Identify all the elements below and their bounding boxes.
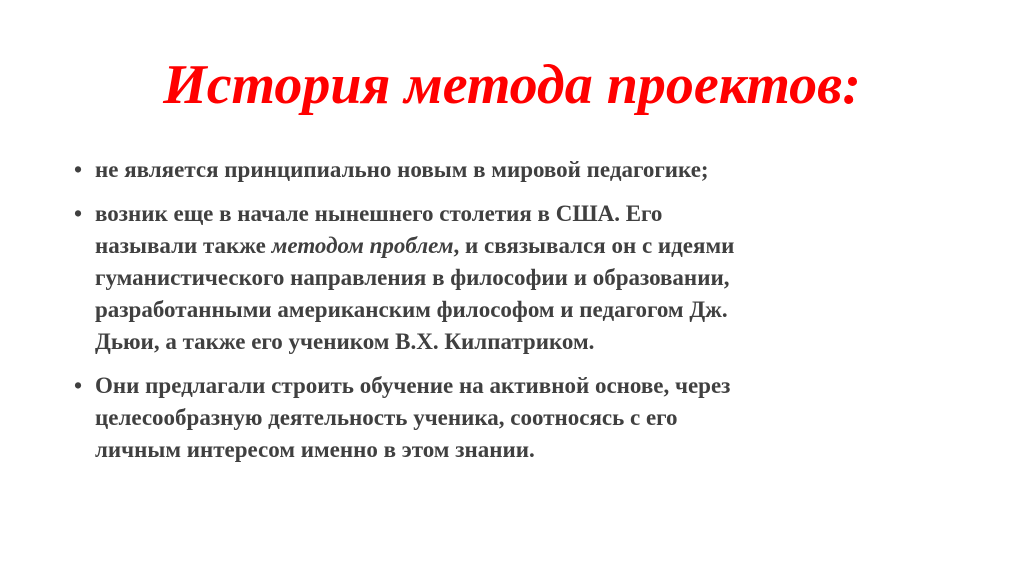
bullet-text: Они предлагали строить обучение на активной основе, через целесообразную деятельность ученика, соотносясь с его личным интересом именно в этом знании. <box>95 373 731 462</box>
list-item <box>74 370 965 466</box>
slide-title: История метода проектов: <box>163 54 861 116</box>
bullet-marker: • <box>74 373 83 398</box>
list-item <box>74 154 965 186</box>
bullet-text-start: возник еще в начале нынешнего столетия в США. Его называли также <box>95 201 663 258</box>
list-item <box>74 198 965 358</box>
emphasis-term: методом проблем <box>271 233 454 258</box>
bullet-marker: • <box>74 157 83 182</box>
bullet-text-end: , и связывался он с идеями гуманистического направления в философии и образовании, разработанными американским философом и педагогом Дж. Дьюи, а также его учеником В.Х. Килпатриком. <box>95 233 735 354</box>
bullet-marker: • <box>74 201 83 226</box>
bullet-list <box>74 154 965 478</box>
bullet-text <box>95 201 734 354</box>
bullet-text: не является принципиально новым в мировой педагогике; <box>95 157 709 182</box>
